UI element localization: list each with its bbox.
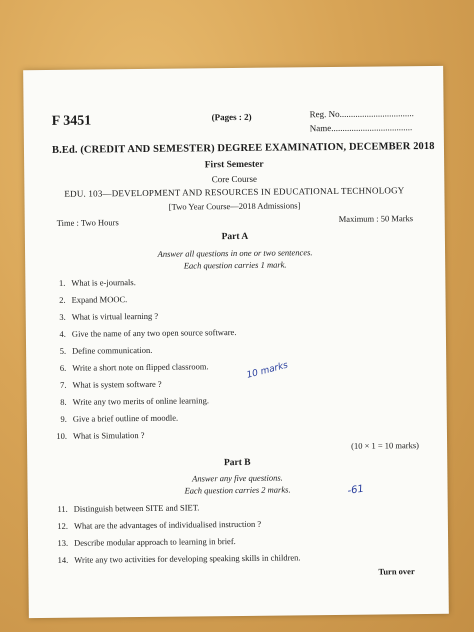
question-paper <box>23 66 449 618</box>
question-item: 14. Write any two activities for developing speaking skills in children. <box>57 552 301 565</box>
paper-code: F 3451 <box>51 113 92 129</box>
time-allowed: Time : Two Hours <box>56 217 119 228</box>
question-item: 9. Give a brief outline of moodle. <box>60 412 179 424</box>
part-b-instruction: Each question carries 2 marks. <box>184 484 291 496</box>
part-a-instruction: Each question carries 1 mark. <box>183 259 287 271</box>
question-item: 4. Give the name of any two open source software. <box>59 326 237 339</box>
question-item: 1. What is e-journals. <box>58 277 136 288</box>
course-type: Core Course <box>211 173 257 185</box>
part-b-heading: Part B <box>223 457 251 469</box>
part-b-instruction: Answer any five questions. <box>192 472 283 484</box>
question-item: 13. Describe modular approach to learning in brief. <box>57 536 236 548</box>
question-item: 11. Distinguish between SITE and SIET. <box>57 502 200 514</box>
question-item: 7. What is system software ? <box>60 378 162 390</box>
question-item: 12. What are the advantages of individualised instruction ? <box>57 518 262 531</box>
question-item: 6. Write a short note on flipped classroom. <box>59 361 209 373</box>
handwritten-note: -61 <box>346 483 365 497</box>
question-item: 8. Write any two merits of online learning. <box>60 395 209 407</box>
question-item: 5. Define communication. <box>59 344 153 356</box>
page-count: (Pages : 2) <box>211 111 252 123</box>
handwritten-note: 10 marks <box>245 360 290 381</box>
part-a-heading: Part A <box>221 231 249 243</box>
course-title: EDU. 103—DEVELOPMENT AND RESOURCES IN EDUCATIONAL TECHNOLOGY <box>64 185 405 199</box>
reg-no-field: Reg. No................................. <box>309 108 414 120</box>
part-a-marks: (10 × 1 = 10 marks) <box>351 440 420 451</box>
turn-over: Turn over <box>378 566 415 577</box>
name-field: Name.................................... <box>309 122 413 134</box>
part-a-instruction: Answer all questions in one or two sentences. <box>157 247 313 259</box>
admission-note: [Two Year Course—2018 Admissions] <box>168 200 301 212</box>
max-marks: Maximum : 50 Marks <box>338 213 414 224</box>
question-item: 10. What is Simulation ? <box>56 429 145 441</box>
exam-title: B.Ed. (CREDIT AND SEMESTER) DEGREE EXAMINATION, DECEMBER 2018 <box>51 140 435 156</box>
question-item: 2. Expand MOOC. <box>59 294 128 305</box>
semester: First Semester <box>204 159 264 171</box>
question-item: 3. What is virtual learning ? <box>59 310 159 322</box>
